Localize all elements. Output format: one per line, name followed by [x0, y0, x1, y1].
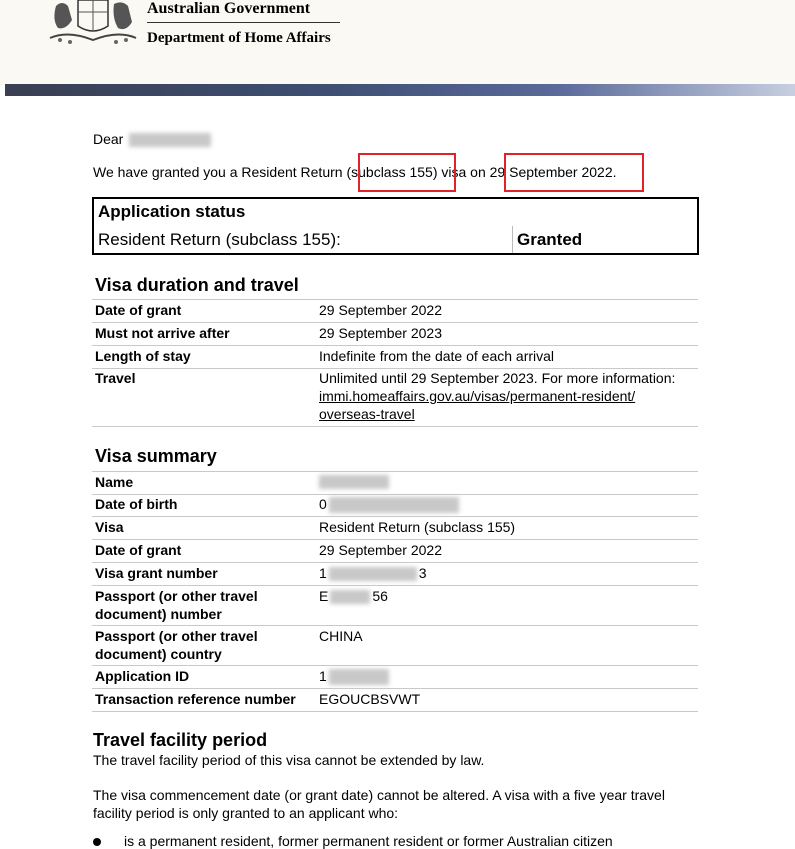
divider: [92, 299, 698, 300]
dob-value: [319, 495, 459, 513]
row-label: Visa grant number: [95, 565, 218, 581]
visa-duration-title: Visa duration and travel: [95, 275, 299, 295]
divider: [92, 562, 698, 563]
status-divider: [512, 226, 513, 253]
grant-date: 29 September 2022.: [489, 164, 617, 180]
letterhead: [0, 0, 795, 86]
divider: [92, 665, 698, 666]
grant-subclass: (subclass 155): [346, 164, 438, 180]
row-label: Name: [95, 474, 134, 490]
row-label: Date of grant: [95, 542, 182, 558]
redacted-dob: [329, 497, 459, 513]
coat-of-arms-logo: [48, 0, 138, 46]
header-divider: [147, 22, 340, 23]
divider: [92, 585, 698, 586]
status-label: Resident Return (subclass 155):: [98, 230, 341, 249]
divider: [92, 322, 698, 323]
redacted-grant-number: [329, 567, 417, 581]
row-label: Date of grant: [95, 302, 182, 318]
redacted-name: [319, 475, 389, 489]
row-label: [95, 627, 258, 663]
travel-text: Unlimited until 29 September 2023. For more information:: [319, 370, 676, 386]
status-value: Granted: [517, 230, 583, 249]
grant-number-prefix: 1: [319, 565, 327, 581]
row-label-line: Passport (or other travel: [95, 588, 258, 604]
row-value: CHINA: [319, 628, 363, 644]
dob-prefix: 0: [319, 496, 327, 512]
row-label: [95, 587, 258, 623]
application-status-box: [92, 197, 699, 255]
government-name: Australian Government: [147, 0, 311, 17]
travel-facility-title: Travel facility period: [93, 730, 268, 750]
travel-link-continued[interactable]: overseas-travel: [319, 406, 415, 422]
row-label-line: Passport (or other travel: [95, 628, 258, 644]
divider: [92, 516, 698, 517]
passport-number-value: [319, 587, 388, 605]
row-value: Resident Return (subclass 155): [319, 519, 516, 535]
bullet-icon: [93, 838, 101, 846]
redacted-passport-number: [330, 590, 370, 604]
header-band: [5, 84, 795, 96]
row-label: Visa: [95, 519, 124, 535]
department-name: Department of Home Affairs: [147, 30, 331, 46]
divider: [92, 345, 698, 346]
bullet-text: is a permanent resident, former permanent resident or former Australian citizen: [124, 833, 613, 849]
travel-facility-paragraph: The travel facility period of this visa cannot be extended by law.: [93, 752, 485, 768]
row-value: Indefinite from the date of each arrival: [319, 348, 555, 364]
row-value: 29 September 2023: [319, 325, 442, 341]
travel-facility-paragraph: [93, 786, 703, 822]
grant-mid: visa on: [437, 164, 490, 180]
divider: [92, 711, 698, 712]
row-label: Date of birth: [95, 496, 178, 512]
redacted-name: [129, 133, 211, 147]
salutation-text: Dear: [93, 131, 124, 147]
row-label: Travel: [95, 370, 136, 386]
paragraph-line: facility period is only granted to an applicant who:: [93, 805, 399, 821]
row-value: 29 September 2022: [319, 542, 442, 558]
divider: [92, 688, 698, 689]
divider: [92, 539, 698, 540]
paragraph-line: The visa commencement date (or grant date) cannot be altered. A visa with a five year travel: [93, 787, 665, 803]
travel-link[interactable]: immi.homeaffairs.gov.au/visas/permanent-resident/: [319, 388, 636, 404]
divider: [92, 471, 698, 472]
status-title: Application status: [98, 202, 246, 221]
salutation: [93, 131, 211, 147]
application-id-value: [319, 667, 389, 685]
row-label: Transaction reference number: [95, 691, 296, 707]
application-id-prefix: 1: [319, 668, 327, 684]
passport-prefix: E: [319, 588, 329, 604]
grant-number-value: [319, 564, 427, 582]
row-label: Length of stay: [95, 348, 191, 364]
row-label-line: document) number: [95, 606, 222, 622]
grant-prefix: We have granted you a Resident Return: [93, 164, 347, 180]
highlight-date: [504, 153, 644, 192]
row-value: EGOUCBSVWT: [319, 691, 421, 707]
row-label: Must not arrive after: [95, 325, 230, 341]
row-label: Application ID: [95, 668, 190, 684]
row-label-line: document) country: [95, 646, 222, 662]
redacted-application-id: [329, 669, 389, 685]
passport-suffix: 56: [372, 588, 388, 604]
divider: [92, 426, 698, 427]
row-value: 29 September 2022: [319, 302, 442, 318]
visa-summary-title: Visa summary: [95, 446, 217, 466]
highlight-subclass: [358, 153, 456, 192]
divider: [92, 625, 698, 626]
grant-number-suffix: 3: [418, 565, 427, 581]
travel-value: [319, 369, 675, 423]
